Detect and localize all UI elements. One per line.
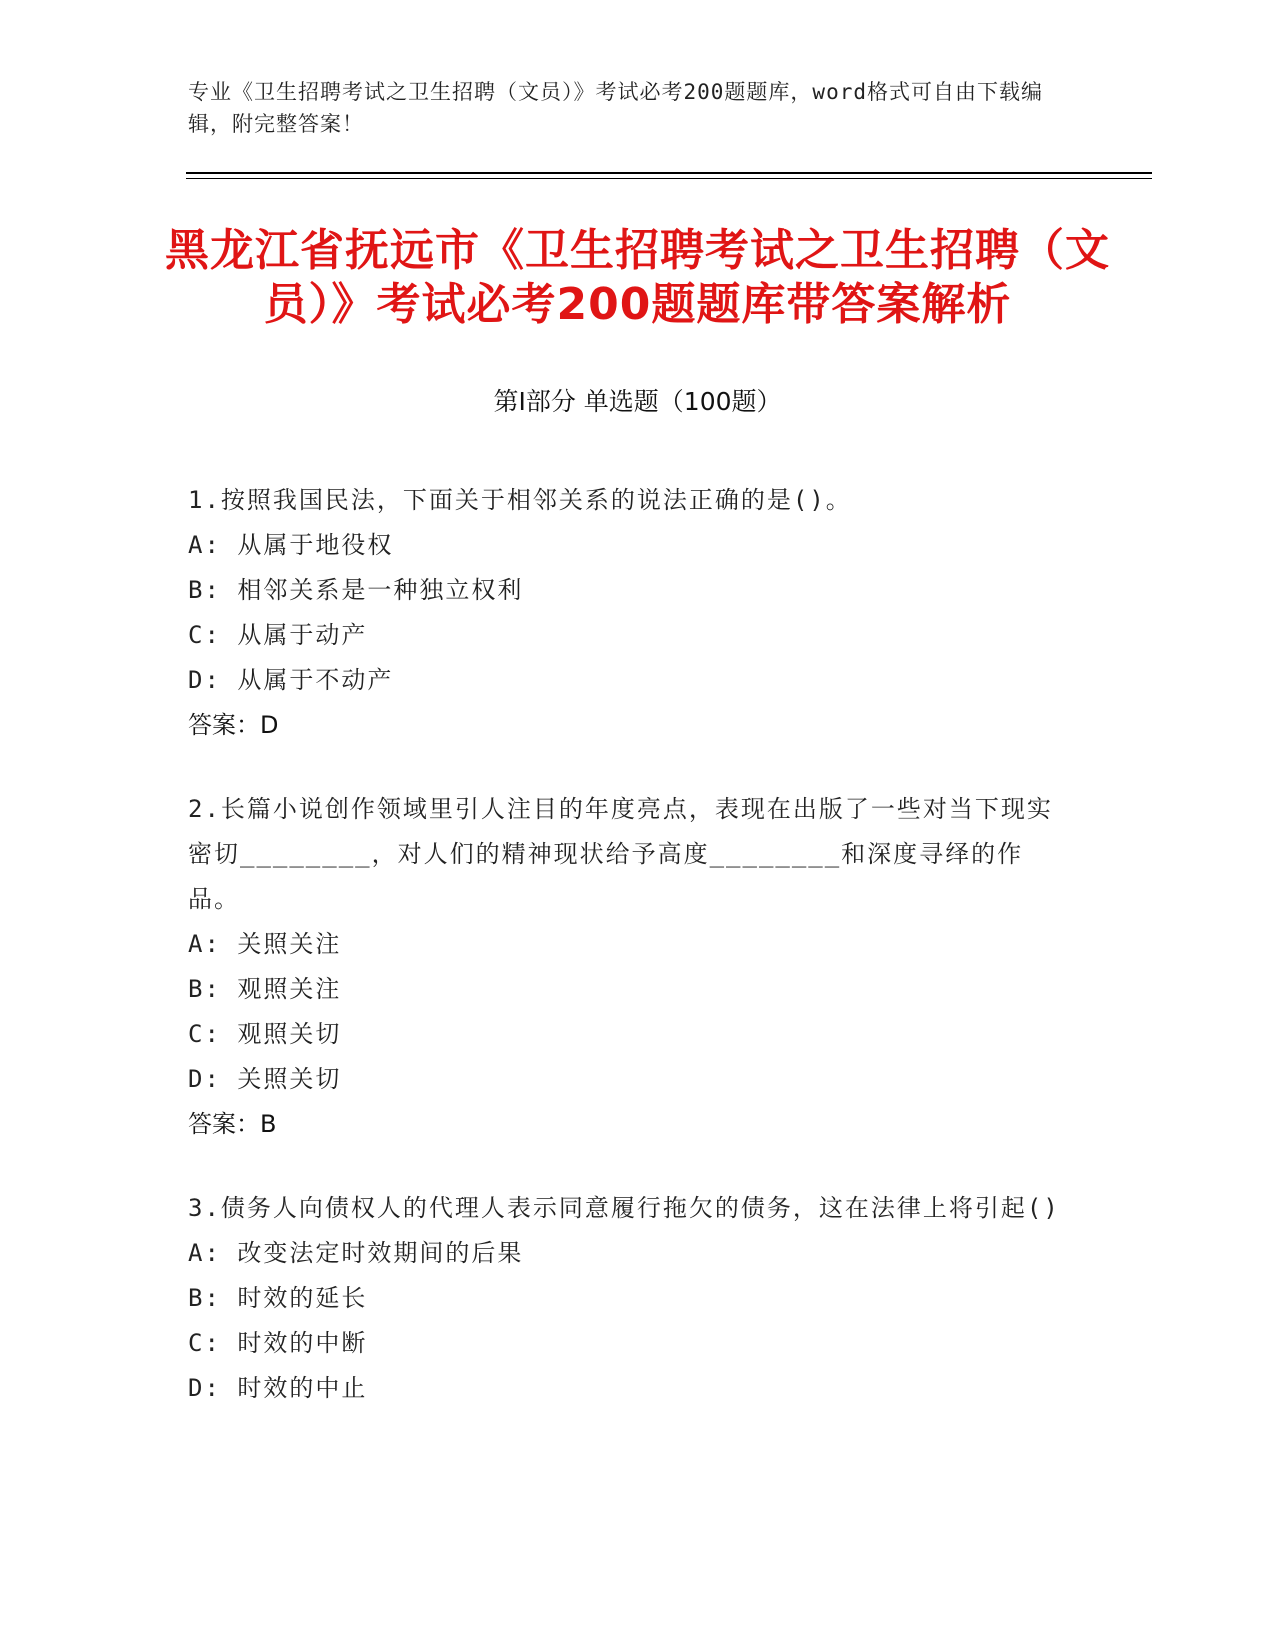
question-stem: 2.长篇小说创作领域里引人注目的年度亮点，表现在出版了一些对当下现实密切________，对人们的精神现状给予高度________和深度寻绎的作品。 xyxy=(188,795,1053,913)
option-a: A: 关照关注 xyxy=(188,930,342,958)
option-b: B: 观照关注 xyxy=(188,975,342,1003)
document-title: 黑龙江省抚远市《卫生招聘考试之卫生招聘（文员）》考试必考200题题库带答案解析 xyxy=(165,225,1110,330)
question-1 xyxy=(188,478,1068,748)
header-note: 专业《卫生招聘考试之卫生招聘（文员）》考试必考200题题库，word格式可自由下载编辑，附完整答案！ xyxy=(188,80,1043,136)
answer: 答案：B xyxy=(188,1110,277,1138)
option-c: C: 时效的中断 xyxy=(188,1329,368,1357)
question-3 xyxy=(188,1186,1068,1411)
answer: 答案：D xyxy=(188,711,279,739)
option-d: D: 从属于不动产 xyxy=(188,666,394,694)
option-b: B: 相邻关系是一种独立权利 xyxy=(188,576,524,604)
header-divider-top xyxy=(186,172,1152,174)
question-list xyxy=(188,478,1068,1450)
option-c: C: 从属于动产 xyxy=(188,621,368,649)
option-b: B: 时效的延长 xyxy=(188,1284,368,1312)
question-stem: 3.债务人向债权人的代理人表示同意履行拖欠的债务，这在法律上将引起() xyxy=(188,1194,1060,1222)
question-2 xyxy=(188,787,1068,1147)
option-d: D: 关照关切 xyxy=(188,1065,342,1093)
question-stem: 1.按照我国民法，下面关于相邻关系的说法正确的是()。 xyxy=(188,486,852,514)
section-heading: 第I部分 单选题（100题） xyxy=(493,387,782,416)
option-a: A: 改变法定时效期间的后果 xyxy=(188,1239,524,1267)
option-c: C: 观照关切 xyxy=(188,1020,342,1048)
option-a: A: 从属于地役权 xyxy=(188,531,394,559)
header-divider-bottom xyxy=(186,178,1152,179)
option-d: D: 时效的中止 xyxy=(188,1374,368,1402)
